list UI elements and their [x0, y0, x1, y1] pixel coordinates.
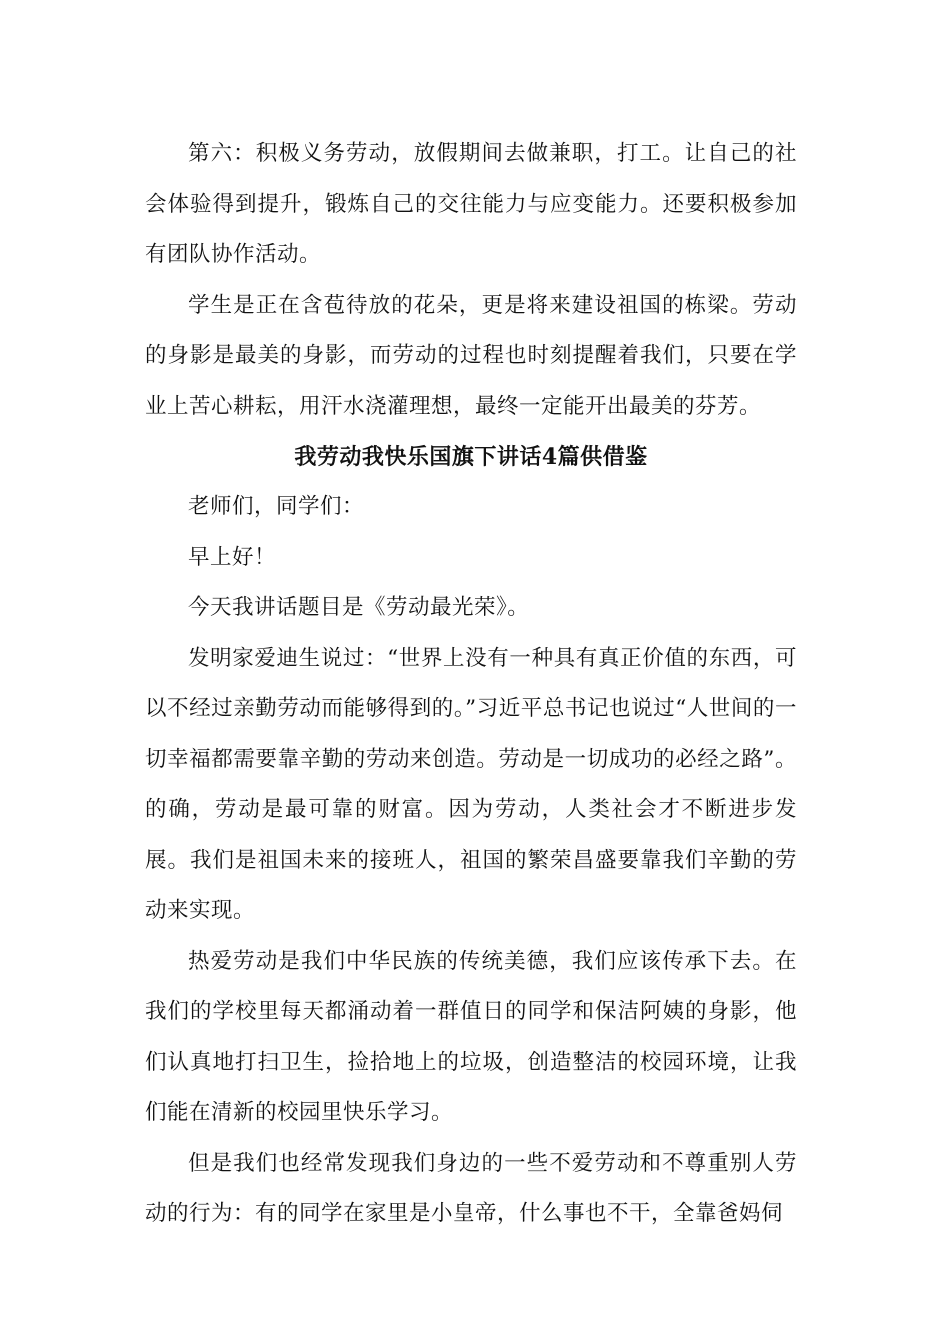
paragraph-intro-1: 第六：积极义务劳动，放假期间去做兼职，打工。让自己的社会体验得到提升，锻炼自己的交往能力与应变能力。还要积极参加有团队协作活动。 [145, 141, 797, 267]
document-body [145, 129, 797, 1240]
speech-morning: 早上好！ [188, 544, 277, 570]
speech-topic: 今天我讲话题目是《劳动最光荣》。 [188, 595, 530, 620]
paragraph-intro-2: 学生是正在含苞待放的花朵，更是将来建设祖国的栋梁。劳动的身影是最美的身影，而劳动的过程也时刻提醒着我们，只要在学业上苦心耕耘，用汗水浇灌理想，最终一定能开出最美的芬芳。 [145, 292, 797, 419]
section-title: 我劳动我快乐国旗下讲话4篇供借鉴 [294, 444, 648, 470]
speech-greeting: 老师们，同学们： [188, 494, 365, 519]
speech-paragraph-3: 但是我们也经常发现我们身边的一些不爱劳动和不尊重别人劳动的行为：有的同学在家里是小皇帝，什么事也不干，全靠爸妈伺 [145, 1150, 797, 1226]
speech-paragraph-2: 热爱劳动是我们中华民族的传统美德，我们应该传承下去。在我们的学校里每天都涌动着一群值日的同学和保洁阿姨的身影，他们认真地打扫卫生，捡拾地上的垃圾，创造整洁的校园环境，让我们能在清新的校园里快乐学习。 [145, 948, 797, 1125]
speech-paragraph-1: 发明家爱迪生说过：“世界上没有一种具有真正价值的东西，可以不经过亲勤劳动而能够得到的。”习近平总书记也说过“人世间的一切幸福都需要靠辛勤的劳动来创造。劳动是一切成功的必经之路”。的确，劳动是最可靠的财富。因为劳动，人类社会才不断进步发展。我们是祖国未来的接班人，祖国的繁荣昌盛要靠我们辛勤的劳动来实现。 [145, 645, 797, 923]
